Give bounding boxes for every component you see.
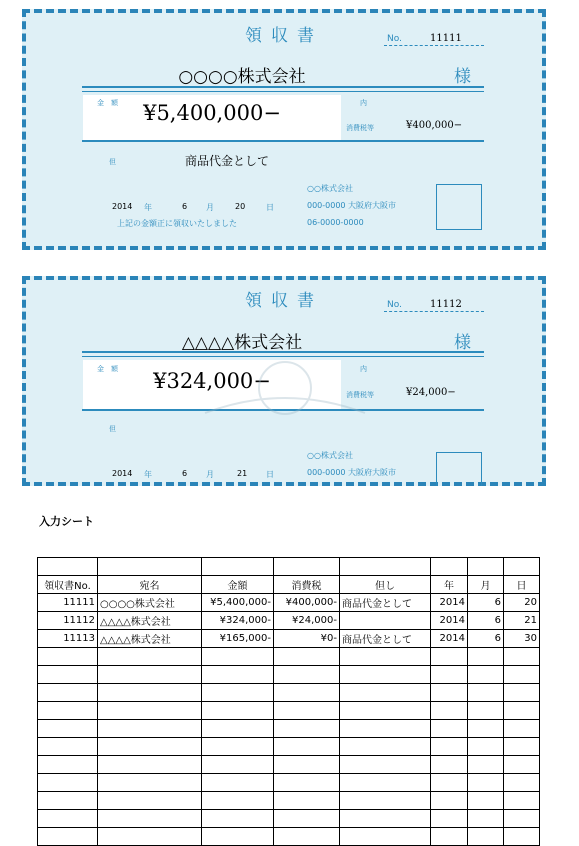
cell-addressee[interactable]: ○○○○株式会社 xyxy=(98,594,202,612)
tax-label: 消費税等 xyxy=(346,124,374,132)
receipt-addressee: △△△△株式会社 xyxy=(181,333,303,353)
table-header-spacer[interactable] xyxy=(504,558,540,576)
empty-cell[interactable] xyxy=(431,738,468,756)
amount-box xyxy=(83,360,341,409)
cell-amount[interactable]: ¥165,000- xyxy=(202,630,274,648)
empty-cell[interactable] xyxy=(340,666,431,684)
empty-cell[interactable] xyxy=(340,810,431,828)
empty-cell[interactable] xyxy=(468,702,504,720)
empty-cell[interactable] xyxy=(468,828,504,846)
cell-day[interactable]: 30 xyxy=(504,630,540,648)
issuer-name: ○○株式会社 xyxy=(307,451,353,460)
empty-cell[interactable] xyxy=(340,738,431,756)
month-label: 月 xyxy=(206,203,214,212)
table-row xyxy=(38,630,540,648)
empty-cell[interactable] xyxy=(274,684,340,702)
empty-cell[interactable] xyxy=(504,774,540,792)
empty-cell[interactable] xyxy=(274,666,340,684)
empty-row xyxy=(38,828,540,846)
cell-month[interactable]: 6 xyxy=(468,594,504,612)
divider xyxy=(384,45,484,46)
tadashi-label: 但 xyxy=(109,158,116,166)
empty-cell[interactable] xyxy=(468,774,504,792)
empty-cell[interactable] xyxy=(431,828,468,846)
empty-row xyxy=(38,810,540,828)
amount-label: 金 額 xyxy=(97,365,118,373)
cell-no[interactable]: 11113 xyxy=(38,630,98,648)
empty-cell[interactable] xyxy=(340,702,431,720)
cell-day[interactable]: 21 xyxy=(504,612,540,630)
table-header-spacer[interactable] xyxy=(202,558,274,576)
cell-tax[interactable]: ¥400,000- xyxy=(274,594,340,612)
column-header-year[interactable]: 年 xyxy=(431,576,468,594)
issuer-block xyxy=(307,447,396,481)
empty-cell[interactable] xyxy=(202,774,274,792)
empty-cell[interactable] xyxy=(431,648,468,666)
empty-cell[interactable] xyxy=(431,810,468,828)
empty-cell[interactable] xyxy=(468,810,504,828)
empty-cell[interactable] xyxy=(274,648,340,666)
empty-cell[interactable] xyxy=(340,774,431,792)
empty-cell[interactable] xyxy=(274,738,340,756)
receipt-tax: ¥24,000− xyxy=(406,387,456,398)
input-sheet-table xyxy=(37,557,540,846)
empty-cell[interactable] xyxy=(431,666,468,684)
table-header-spacer[interactable] xyxy=(431,558,468,576)
empty-cell[interactable] xyxy=(504,810,540,828)
empty-cell[interactable] xyxy=(340,684,431,702)
issuer-phone: 06-0000-0000 xyxy=(307,218,364,227)
divider xyxy=(82,91,484,92)
column-header-no[interactable]: 領収書No. xyxy=(38,576,98,594)
cell-amount[interactable]: ¥324,000- xyxy=(202,612,274,630)
received-note: 上記の金額正に領収いたしました xyxy=(117,219,237,228)
divider xyxy=(82,409,484,411)
empty-cell[interactable] xyxy=(98,828,202,846)
empty-cell[interactable] xyxy=(340,756,431,774)
month-value: 6 xyxy=(182,202,188,211)
receipt-no-label: No. xyxy=(387,34,402,44)
empty-cell[interactable] xyxy=(504,792,540,810)
empty-row xyxy=(38,756,540,774)
cell-tax[interactable]: ¥0- xyxy=(274,630,340,648)
receipt-tax: ¥400,000− xyxy=(406,120,463,131)
empty-cell[interactable] xyxy=(468,684,504,702)
cell-purpose[interactable]: 商品代金として xyxy=(340,594,431,612)
empty-cell[interactable] xyxy=(504,720,540,738)
empty-row xyxy=(38,648,540,666)
empty-cell[interactable] xyxy=(98,774,202,792)
divider xyxy=(384,311,484,312)
empty-row xyxy=(38,684,540,702)
empty-cell[interactable] xyxy=(468,756,504,774)
empty-cell[interactable] xyxy=(274,702,340,720)
empty-cell[interactable] xyxy=(38,666,98,684)
empty-cell[interactable] xyxy=(504,828,540,846)
year-value: 2014 xyxy=(112,469,133,478)
empty-cell[interactable] xyxy=(274,774,340,792)
empty-cell[interactable] xyxy=(202,738,274,756)
tadashi-label: 但 xyxy=(109,425,116,433)
empty-cell[interactable] xyxy=(98,666,202,684)
empty-row xyxy=(38,792,540,810)
empty-cell[interactable] xyxy=(98,738,202,756)
empty-cell[interactable] xyxy=(98,648,202,666)
divider xyxy=(82,351,484,353)
empty-cell[interactable] xyxy=(504,756,540,774)
table-header-spacer[interactable] xyxy=(38,558,98,576)
issuer-block xyxy=(307,180,396,231)
day-label: 日 xyxy=(266,203,274,212)
amount-box xyxy=(83,95,341,140)
column-header-month[interactable]: 月 xyxy=(468,576,504,594)
empty-cell[interactable] xyxy=(431,720,468,738)
empty-cell[interactable] xyxy=(38,756,98,774)
cell-year[interactable]: 2014 xyxy=(431,612,468,630)
amount-label: 金 額 xyxy=(97,99,118,107)
table-row xyxy=(38,612,540,630)
year-value: 2014 xyxy=(112,202,133,211)
empty-cell[interactable] xyxy=(202,792,274,810)
column-header-purpose[interactable]: 但し xyxy=(340,576,431,594)
empty-cell[interactable] xyxy=(38,702,98,720)
cell-purpose[interactable] xyxy=(340,612,431,630)
receipt-no-label: No. xyxy=(387,300,402,310)
table-header-spacer[interactable] xyxy=(340,558,431,576)
empty-cell[interactable] xyxy=(274,792,340,810)
cell-month[interactable]: 6 xyxy=(468,612,504,630)
empty-row xyxy=(38,702,540,720)
stamp-box xyxy=(436,184,482,230)
empty-cell[interactable] xyxy=(468,792,504,810)
issuer-name: ○○株式会社 xyxy=(307,184,353,193)
empty-rows xyxy=(38,648,540,846)
empty-cell[interactable] xyxy=(98,792,202,810)
day-value: 21 xyxy=(237,469,248,478)
month-label: 月 xyxy=(206,470,214,479)
cell-purpose[interactable]: 商品代金として xyxy=(340,630,431,648)
input-sheet-title: 入力シート xyxy=(39,515,94,528)
empty-cell[interactable] xyxy=(98,702,202,720)
uchi-label: 内 xyxy=(360,365,367,373)
divider xyxy=(82,86,484,88)
receipt-title: 領収書 xyxy=(245,291,323,311)
empty-cell[interactable] xyxy=(504,648,540,666)
empty-cell[interactable] xyxy=(98,756,202,774)
empty-cell[interactable] xyxy=(468,720,504,738)
empty-cell[interactable] xyxy=(431,702,468,720)
empty-cell[interactable] xyxy=(98,720,202,738)
empty-cell[interactable] xyxy=(274,828,340,846)
stamp-box xyxy=(436,452,482,486)
receipt-1 xyxy=(22,9,546,250)
empty-cell[interactable] xyxy=(202,666,274,684)
cell-addressee[interactable]: △△△△株式会社 xyxy=(98,612,202,630)
empty-cell[interactable] xyxy=(38,738,98,756)
table-header-spacer[interactable] xyxy=(468,558,504,576)
receipt-title: 領収書 xyxy=(245,26,323,46)
table-header-spacer[interactable] xyxy=(274,558,340,576)
empty-row xyxy=(38,774,540,792)
empty-row xyxy=(38,738,540,756)
column-header-day[interactable]: 日 xyxy=(504,576,540,594)
empty-cell[interactable] xyxy=(504,684,540,702)
empty-cell[interactable] xyxy=(431,792,468,810)
empty-cell[interactable] xyxy=(274,720,340,738)
cell-no[interactable]: 11112 xyxy=(38,612,98,630)
cell-day[interactable]: 20 xyxy=(504,594,540,612)
empty-cell[interactable] xyxy=(202,648,274,666)
cell-tax[interactable]: ¥24,000- xyxy=(274,612,340,630)
receipt-addressee: ○○○○株式会社 xyxy=(178,67,306,87)
empty-cell[interactable] xyxy=(468,648,504,666)
empty-cell[interactable] xyxy=(274,810,340,828)
empty-cell[interactable] xyxy=(38,720,98,738)
empty-row xyxy=(38,666,540,684)
empty-cell[interactable] xyxy=(431,774,468,792)
empty-cell[interactable] xyxy=(38,648,98,666)
tax-label: 消費税等 xyxy=(346,391,374,399)
empty-cell[interactable] xyxy=(98,684,202,702)
receipt-amount: ¥5,400,000− xyxy=(143,101,281,125)
empty-cell[interactable] xyxy=(504,702,540,720)
empty-cell[interactable] xyxy=(468,666,504,684)
cell-month[interactable]: 6 xyxy=(468,630,504,648)
empty-cell[interactable] xyxy=(202,702,274,720)
table-header-spacer[interactable] xyxy=(98,558,202,576)
cell-no[interactable]: 11111 xyxy=(38,594,98,612)
empty-cell[interactable] xyxy=(340,828,431,846)
year-label: 年 xyxy=(144,203,152,212)
empty-cell[interactable] xyxy=(202,684,274,702)
column-header-addressee[interactable]: 宛名 xyxy=(98,576,202,594)
empty-cell[interactable] xyxy=(202,828,274,846)
empty-cell[interactable] xyxy=(38,792,98,810)
day-label: 日 xyxy=(266,470,274,479)
divider xyxy=(82,140,484,142)
empty-cell[interactable] xyxy=(468,738,504,756)
empty-cell[interactable] xyxy=(340,792,431,810)
empty-cell[interactable] xyxy=(202,756,274,774)
day-value: 20 xyxy=(235,202,246,211)
empty-cell[interactable] xyxy=(504,666,540,684)
empty-cell[interactable] xyxy=(340,720,431,738)
receipt-honorific: 様 xyxy=(454,67,471,87)
empty-cell[interactable] xyxy=(98,810,202,828)
empty-cell[interactable] xyxy=(202,810,274,828)
empty-cell[interactable] xyxy=(38,828,98,846)
empty-cell[interactable] xyxy=(38,810,98,828)
month-value: 6 xyxy=(182,469,188,478)
cell-addressee[interactable]: △△△△株式会社 xyxy=(98,630,202,648)
empty-cell[interactable] xyxy=(431,684,468,702)
empty-cell[interactable] xyxy=(202,720,274,738)
empty-cell[interactable] xyxy=(504,738,540,756)
uchi-label: 内 xyxy=(360,99,367,107)
receipt-2 xyxy=(22,276,546,486)
receipt-no: 11111 xyxy=(430,33,462,44)
cell-year[interactable]: 2014 xyxy=(431,630,468,648)
receipt-no: 11112 xyxy=(430,299,462,310)
divider xyxy=(82,356,484,357)
cell-amount[interactable]: ¥5,400,000- xyxy=(202,594,274,612)
table-row xyxy=(38,594,540,612)
cell-year[interactable]: 2014 xyxy=(431,594,468,612)
empty-cell[interactable] xyxy=(274,756,340,774)
empty-row xyxy=(38,720,540,738)
year-label: 年 xyxy=(144,470,152,479)
issuer-address: 000-0000 大阪府大阪市 xyxy=(307,201,397,210)
empty-cell[interactable] xyxy=(38,774,98,792)
receipt-amount: ¥324,000− xyxy=(153,369,271,393)
receipt-honorific: 様 xyxy=(454,333,471,353)
column-header-amount[interactable]: 金額 xyxy=(202,576,274,594)
empty-cell[interactable] xyxy=(431,756,468,774)
empty-cell[interactable] xyxy=(38,684,98,702)
empty-cell[interactable] xyxy=(340,648,431,666)
issuer-address: 000-0000 大阪府大阪市 xyxy=(307,468,397,477)
receipt-purpose: 商品代金として xyxy=(185,154,270,168)
column-header-tax[interactable]: 消費税 xyxy=(274,576,340,594)
